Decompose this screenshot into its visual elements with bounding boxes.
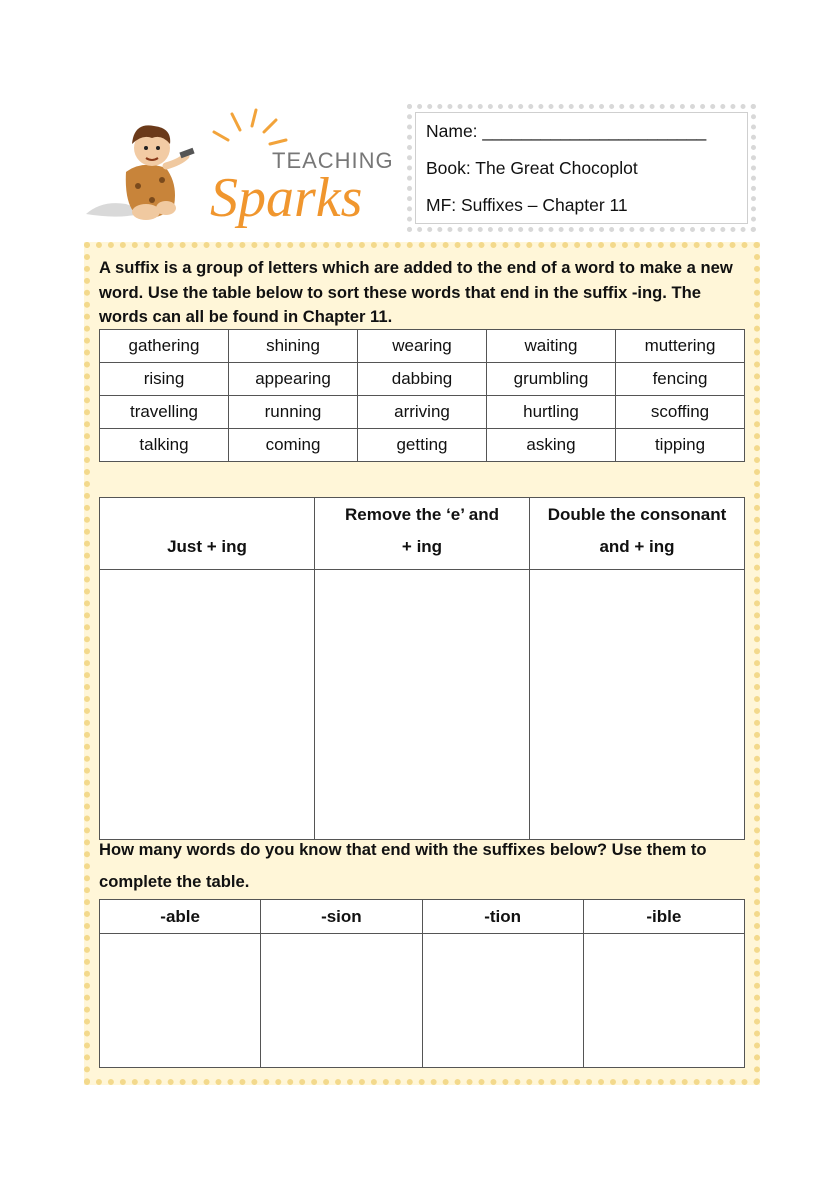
sort-answer-cell-remove-e[interactable] <box>315 570 530 840</box>
word-cell: shining <box>229 330 358 363</box>
suffix-answer-cell-able[interactable] <box>100 934 261 1068</box>
word-cell: wearing <box>358 330 487 363</box>
word-row <box>100 396 745 429</box>
name-field[interactable]: Name: _______________________ <box>426 121 707 141</box>
word-cell: appearing <box>229 363 358 396</box>
word-cell: waiting <box>487 330 616 363</box>
book-title: Book: The Great Chocoplot <box>426 158 638 178</box>
sort-header-just-ing: Just + ing <box>100 498 315 570</box>
suffix-question: How many words do you know that end with the suffixes below? Use them to complete the table. <box>99 840 707 891</box>
word-cell: tipping <box>616 429 745 462</box>
word-cell: asking <box>487 429 616 462</box>
word-cell: grumbling <box>487 363 616 396</box>
word-cell: travelling <box>100 396 229 429</box>
word-cell: dabbing <box>358 363 487 396</box>
word-cell: getting <box>358 429 487 462</box>
brand-line1: TEACHING <box>272 148 394 173</box>
suffix-answer-cell-sion[interactable] <box>261 934 422 1068</box>
brand-line2: Sparks <box>210 167 363 229</box>
word-cell: coming <box>229 429 358 462</box>
suffix-header-able: -able <box>100 900 261 934</box>
word-bank-table <box>99 329 745 462</box>
suffix-header-ible: -ible <box>583 900 744 934</box>
sort-answer-cell-double-consonant[interactable] <box>530 570 745 840</box>
word-cell: running <box>229 396 358 429</box>
suffix-answer-cell-tion[interactable] <box>422 934 583 1068</box>
word-cell: hurtling <box>487 396 616 429</box>
word-cell: rising <box>100 363 229 396</box>
teaching-sparks-logo <box>82 108 394 233</box>
word-row <box>100 330 745 363</box>
word-cell: scoffing <box>616 396 745 429</box>
suffix-answer-cell-ible[interactable] <box>583 934 744 1068</box>
suffix-table <box>99 899 745 1068</box>
sort-header-double-consonant: Double the consonant and + ing <box>530 498 745 570</box>
word-cell: fencing <box>616 363 745 396</box>
intro-instructions: A suffix is a group of letters which are added to the end of a word to make a new word. Use the table below to sort these words that end in the suffix -ing. The words can all be found in Chapter 11. <box>99 258 733 326</box>
sort-answer-cell-just-ing[interactable] <box>100 570 315 840</box>
sort-header-remove-e: Remove the ‘e’ and + ing <box>315 498 530 570</box>
word-cell: gathering <box>100 330 229 363</box>
word-cell: talking <box>100 429 229 462</box>
sorting-table <box>99 497 745 840</box>
suffix-header-sion: -sion <box>261 900 422 934</box>
student-info-box <box>407 104 756 232</box>
word-cell: arriving <box>358 396 487 429</box>
mf-topic: MF: Suffixes – Chapter 11 <box>426 195 628 215</box>
word-row <box>100 363 745 396</box>
caveman-mascot-icon <box>82 108 394 233</box>
word-cell: muttering <box>616 330 745 363</box>
word-row <box>100 429 745 462</box>
suffix-header-tion: -tion <box>422 900 583 934</box>
